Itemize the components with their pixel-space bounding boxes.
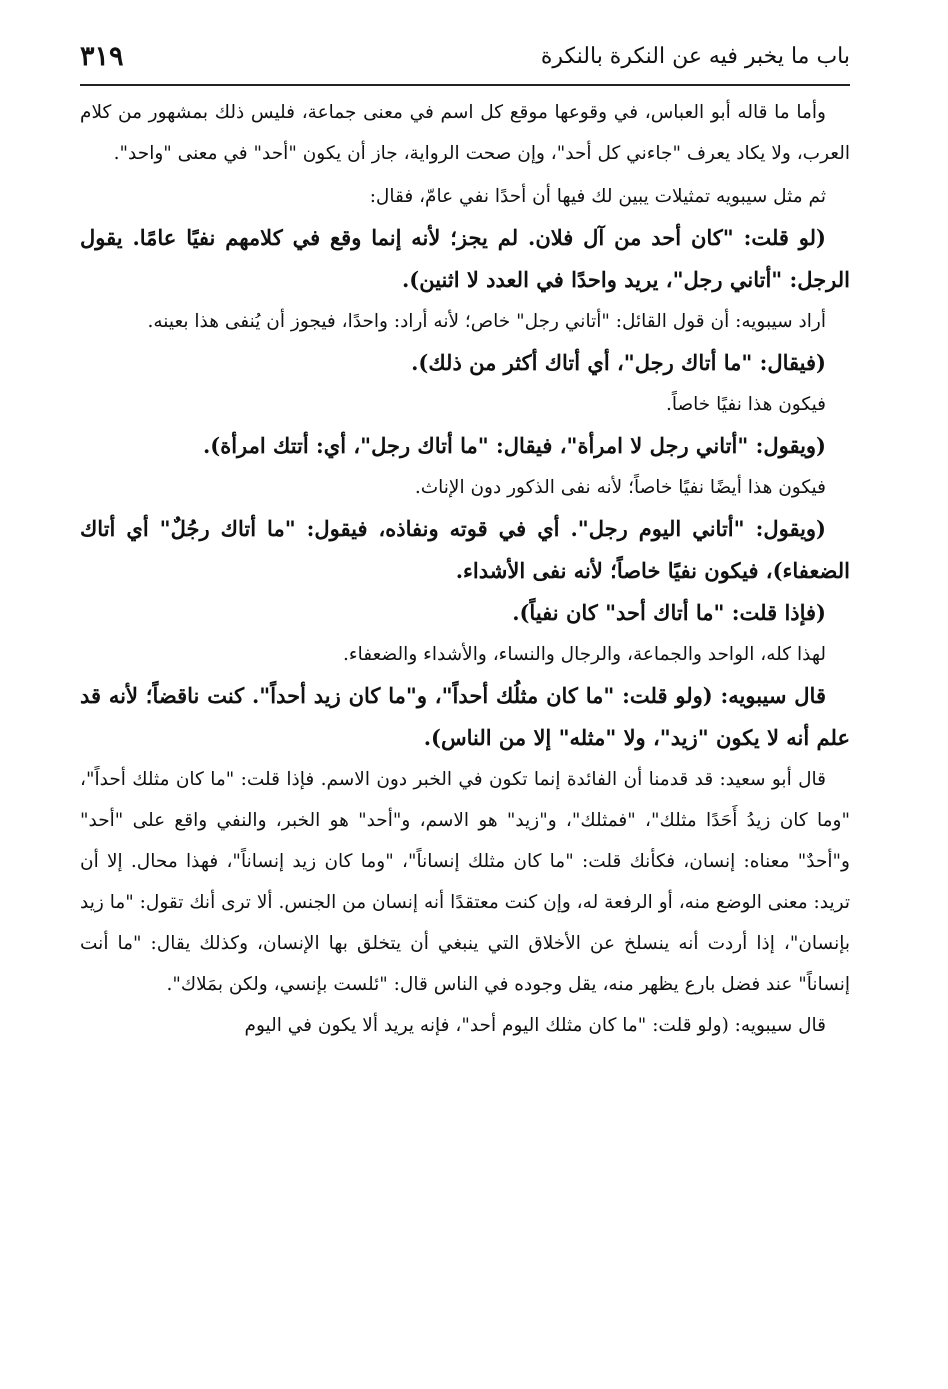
paragraph-1: وأما ما قاله أبو العباس، في وقوعها موقع كل اسم في معنى جماعة، فليس ذلك بمشهور من كلام العرب، ولا يكاد يعرف "جاءني كل أحد"، وإن صحت الرواية، جاز أن يكون "أحد" في معنى "واحد". — [80, 102, 850, 164]
page-body — [80, 92, 850, 1046]
paragraph-8: فيكون هذا أيضًا نفيًا خاصاً؛ لأنه نفى الذكور دون الإناث. — [414, 477, 826, 498]
quote-paragraph-3: (لو قلت: "كان أحد من آل فلان. لم يجز؛ لأنه إنما وقع في كلامهم نفيًا عامًا. يقول الرجل: "أتاني رجل"، يريد واحدًا في العدد لا اثنين). — [80, 225, 850, 292]
quote-paragraph-7: (ويقول: "أتاني رجل لا امرأة"، فيقال: "ما أتاك رجل"، أي: أتتك امرأة). — [202, 433, 826, 458]
quote-paragraph-5: (فيقال: "ما أتاك رجل"، أي أتاك أكثر من ذلك). — [411, 350, 826, 375]
quote-paragraph-9: (ويقول: "أتاني اليوم رجل". أي في قوته ونفاذه، فيقول: "ما أتاك رجُلٌ" أي أتاك الضعفاء)، فيكون نفيًا خاصاً؛ لأنه نفى الأشداء. — [80, 516, 850, 583]
quote-paragraph-10: (فإذا قلت: "ما أتاك أحد" كان نفياً). — [512, 600, 826, 625]
paragraph-6: فيكون هذا نفيًا خاصاً. — [665, 394, 826, 415]
page-header — [80, 38, 850, 80]
paragraph-4: أراد سيبويه: أن قول القائل: "أتاني رجل" خاص؛ لأنه أراد: واحدًا، فيجوز أن يُنفى هذا بعينه. — [147, 311, 826, 332]
quote-paragraph-12: قال سيبويه: (ولو قلت: "ما كان مثلُك أحداً"، و"ما كان زيد أحداً". كنت ناقضاً؛ لأنه قد علم أنه لا يكون "زيد"، ولا "مثله" إلا من الناس). — [80, 683, 850, 750]
running-title: باب ما يخبر فيه عن النكرة بالنكرة — [540, 44, 850, 69]
paragraph-14: قال سيبويه: (ولو قلت: "ما كان مثلك اليوم أحد"، فإنه يريد ألا يكون في اليوم — [244, 1015, 826, 1036]
paragraph-11: لهذا كله، الواحد والجماعة، والرجال والنساء، والأشداء والضعفاء. — [343, 644, 826, 665]
page-number: ٣١٩ — [80, 41, 124, 72]
paragraph-2: ثم مثل سيبويه تمثيلات يبين لك فيها أن أحدًا نفي عامّ، فقال: — [369, 186, 826, 207]
paragraph-13: قال أبو سعيد: قد قدمنا أن الفائدة إنما تكون في الخبر دون الاسم. فإذا قلت: "ما كان مثلك أحداً"، "وما كان زيدُ أَحَدًا مثلك"، "فمثلك"، و"زيد" هو الاسم، و"أحد" هو الخبر، والنفي واقع على "أحد" و"أحدٌ" معناه: إنسان، فكأنك قلت: "ما كان مثلك إنساناً"، "وما كان زيد إنساناً"، فهذا محال. إلا أن تريد: معنى الوضع منه، أو الرفعة له، وإن كنت معتقدًا أنه إنسان من الجنس. ألا ترى أنك تقول: "ما زيد بإنسان"، إذا أردت أنه ينسلخ عن الأخلاق التي ينبغي أن يتخلق بها الإنسان، وكذلك يقال: "ما أنت إنساناً" عند فضل بارع يظهر منه، يقل وجوده في الناس قال: "ئلست بإنسي، ولكن بمَلاك". — [80, 769, 850, 995]
header-rule — [80, 84, 850, 86]
